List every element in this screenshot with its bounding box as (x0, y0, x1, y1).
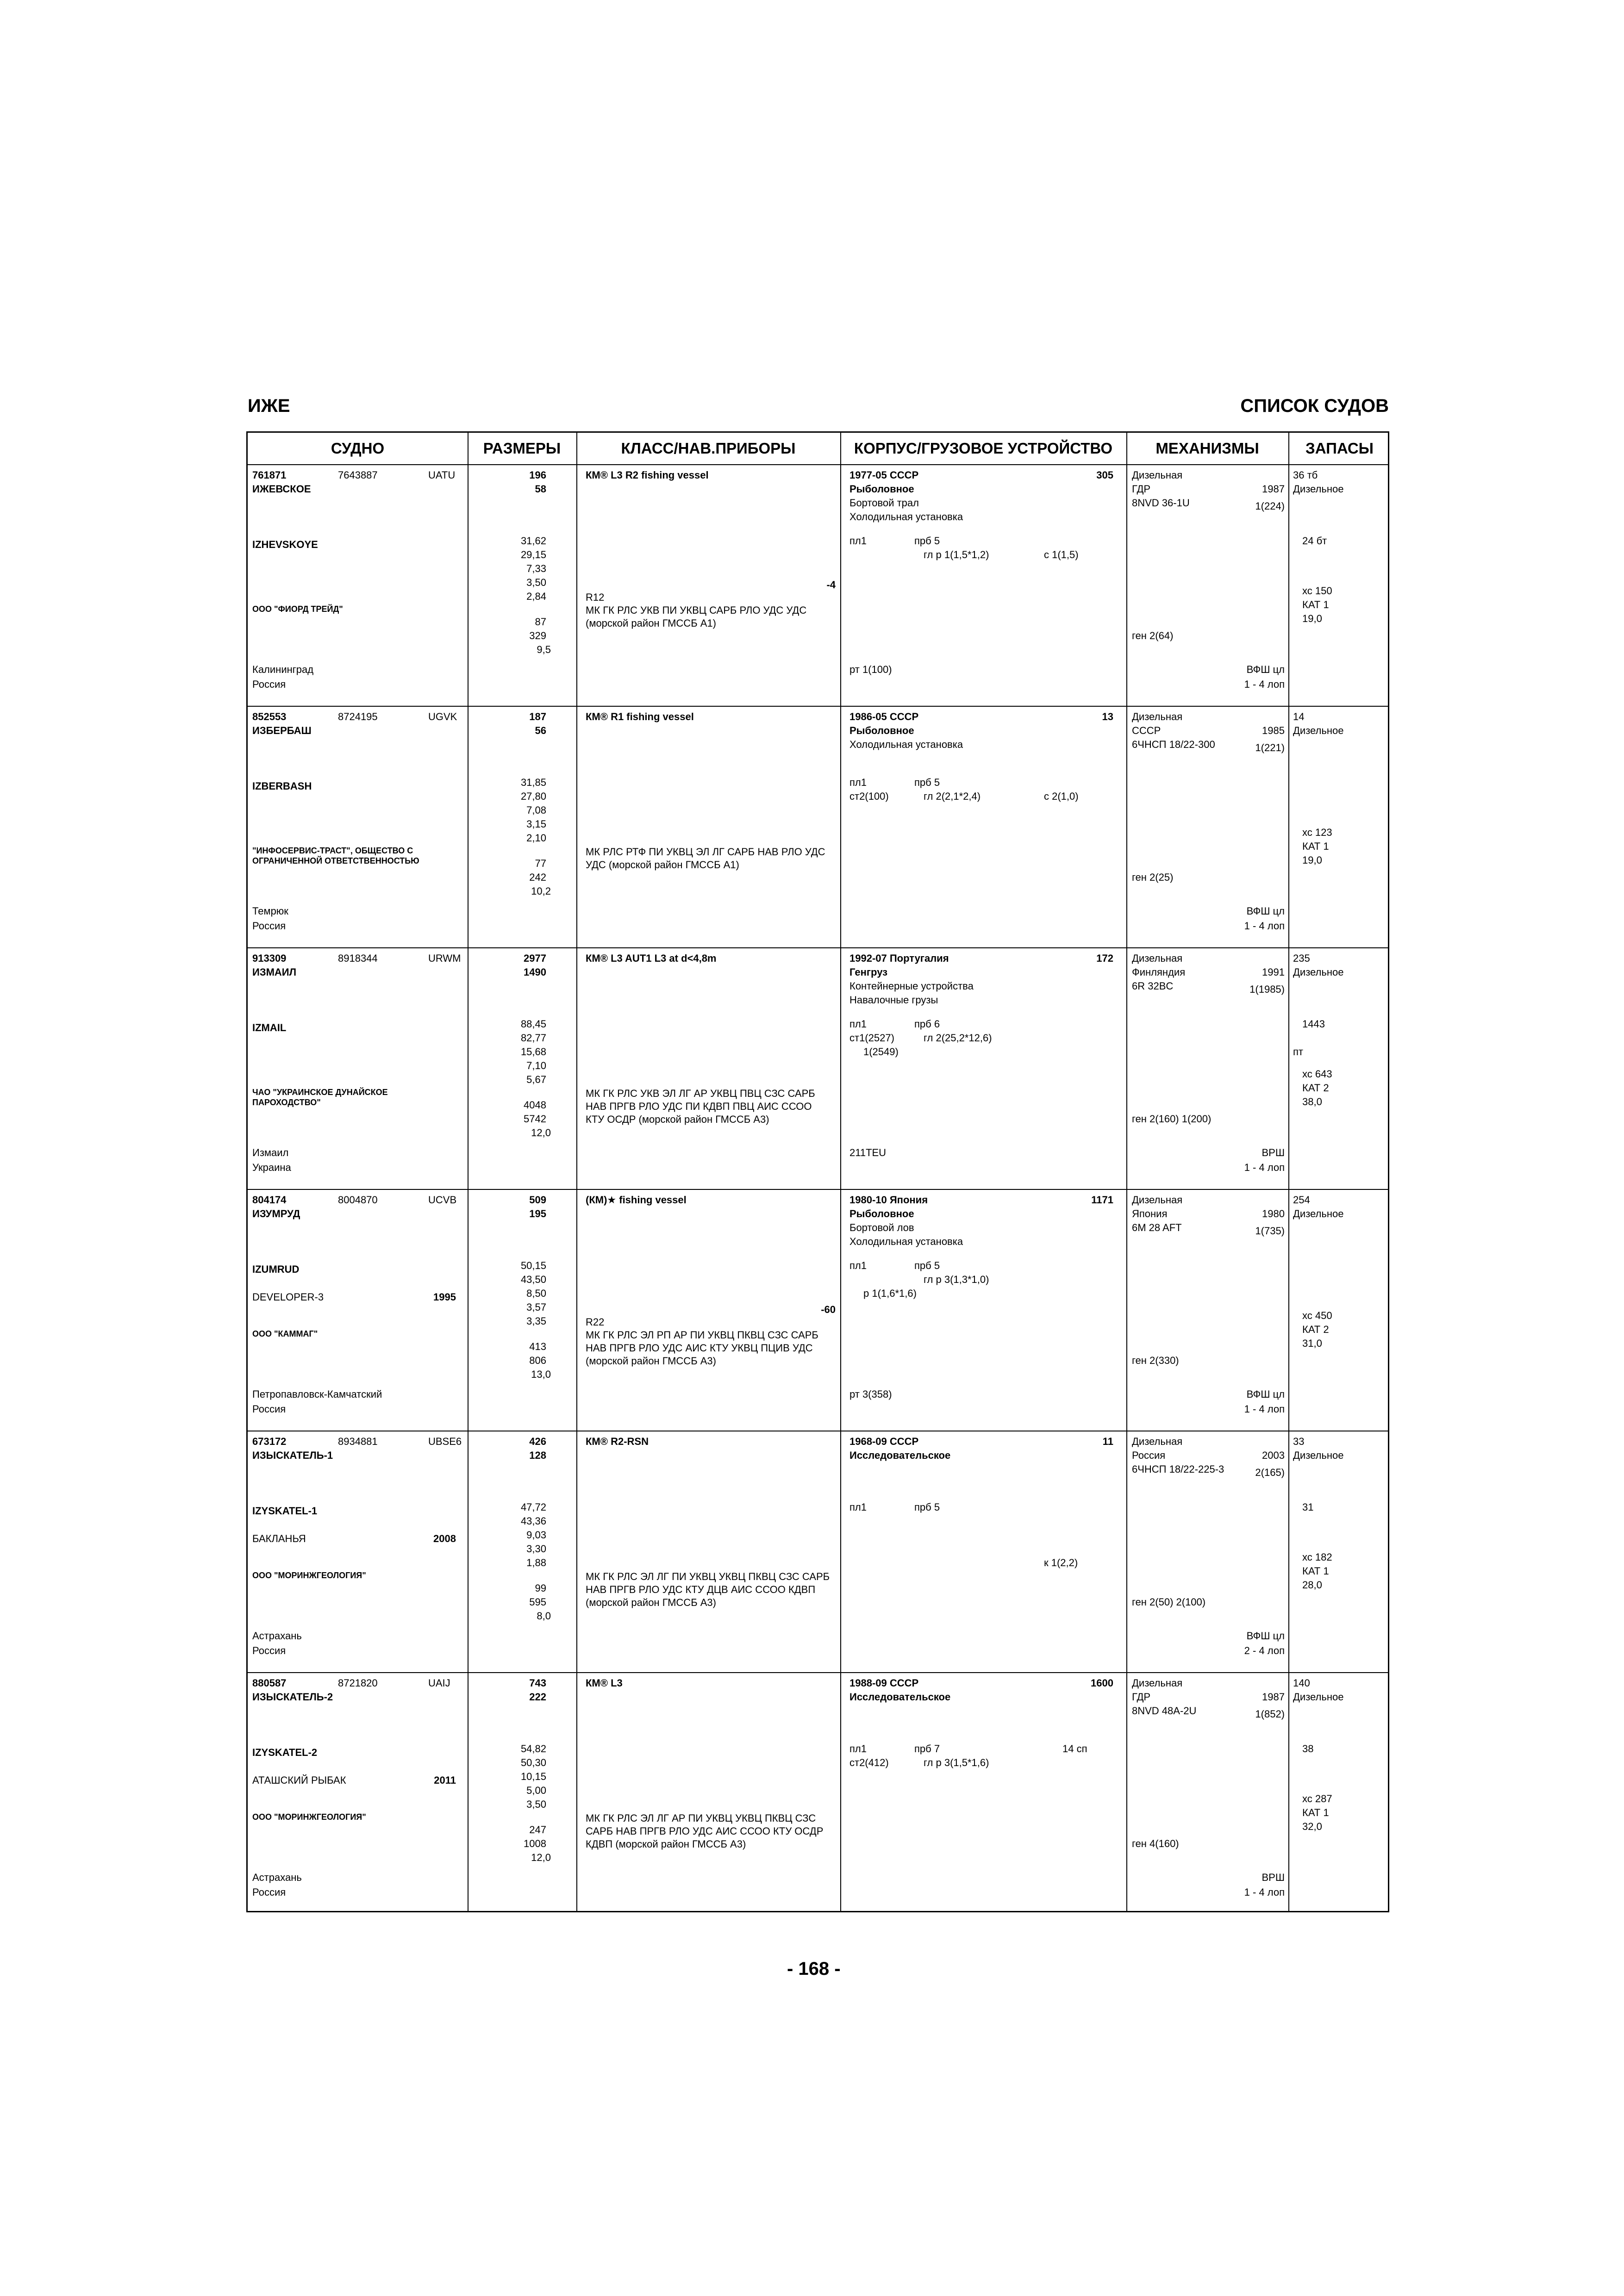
class-extra: -60 (821, 1304, 836, 1315)
build-info: 1986-05 СССР (849, 711, 919, 722)
generators: ген 2(64) (1132, 630, 1174, 641)
equipment-item: Бортовой трал (849, 497, 919, 509)
ship-name-latin: IZBERBASH (252, 780, 312, 792)
owner: ЧАО "УКРАИНСКОЕ ДУНАЙСКОЕ ПАРОХОДСТВО" (252, 1088, 388, 1107)
hull-bulkheads: прб 5 (914, 777, 940, 788)
call-sign: UATU (428, 469, 456, 481)
hull-decks: пл1 (849, 1018, 867, 1030)
engine-model: 8NVD 36-1U (1132, 497, 1190, 509)
call-sign: URWM (428, 952, 461, 964)
column-header-machinery: МЕХАНИЗМЫ (1156, 440, 1259, 457)
navigation-equipment: МК ГК РЛС ЭЛ РП АР ПИ УКВЦ ПКВЦ СЗС САРБ НАВ ПРГВ РЛО УДС АИС КТУ УКВЦ ПЦИВ УДС (морской район ГМССБ А3) (586, 1329, 818, 1367)
water-capacity: хс 150 (1302, 585, 1332, 597)
engine-country: ГДР (1132, 483, 1151, 495)
speed: 12,0 (531, 1852, 551, 1863)
owner: ООО "МОРИНЖГЕОЛОГИЯ" (252, 1571, 366, 1580)
fuel-capacity: 33 (1293, 1436, 1305, 1447)
net-tonnage: 1490 (524, 966, 546, 978)
net-tonnage: 56 (535, 725, 546, 736)
fuel-tertiary: пт (1293, 1046, 1303, 1058)
speed: 10,2 (531, 885, 551, 897)
endurance: 28,0 (1302, 1579, 1322, 1591)
draught: 2,84 (526, 591, 546, 602)
ship-record (248, 707, 1388, 948)
imo-number: 8724195 (338, 711, 378, 722)
engine-year: 1985 (1262, 725, 1285, 736)
hull-holds: ст2(412) (849, 1757, 889, 1768)
engine-model: 6ЧНСП 18/22-300 (1132, 739, 1215, 750)
navigation-equipment: МК ГК РЛС ЭЛ ЛГ ПИ УКВЦ УКВЦ ПКВЦ СЗС САРБ НАВ ПРГВ РЛО УДС КТУ ДЦВ АИС ССОО КДВП (морской район ГМССБ А3) (586, 1571, 830, 1608)
depth: 7,10 (526, 1060, 546, 1071)
imo-number: 8721820 (338, 1677, 378, 1689)
fuel-secondary: 31 (1302, 1501, 1314, 1513)
equipment-item: Холодильная установка (849, 739, 963, 750)
gross-tonnage: 743 (529, 1677, 546, 1689)
category: КАТ 1 (1302, 1807, 1329, 1818)
column-header-dimensions: РАЗМЕРЫ (483, 440, 561, 457)
endurance: 31,0 (1302, 1338, 1322, 1349)
ship-name: ИЗУМРУД (252, 1208, 300, 1220)
fuel-type: Дизельное (1293, 1691, 1344, 1703)
home-port: Астрахань (252, 1630, 302, 1642)
displacement: 806 (529, 1355, 546, 1366)
draught: 3,50 (526, 1798, 546, 1810)
endurance: 19,0 (1302, 854, 1322, 866)
deadweight: 413 (529, 1341, 546, 1352)
imo-number: 7643887 (338, 469, 378, 481)
engine-type: Дизельная (1132, 1677, 1183, 1689)
column-header-class: КЛАСС/НАВ.ПРИБОРЫ (621, 440, 796, 457)
home-port: Астрахань (252, 1872, 302, 1883)
ship-name-latin: IZMAIL (252, 1022, 287, 1033)
class-notation: (КМ)★ fishing vessel (586, 1194, 687, 1206)
fuel-secondary: 24 бт (1302, 535, 1327, 547)
engine-power: 1(1985) (1249, 983, 1285, 995)
hull-number: 172 (1096, 952, 1113, 964)
ship-record (248, 948, 1388, 1190)
engine-country: СССР (1132, 725, 1161, 736)
class-notation: КМ® L3 (586, 1677, 623, 1689)
former-name: DEVELOPER-3 (252, 1291, 324, 1303)
fuel-secondary: 38 (1302, 1743, 1314, 1755)
engine-model: 8NVD 48A-2U (1132, 1705, 1197, 1717)
navigation-equipment: МК ГК РЛС УКВ ПИ УКВЦ САРБ РЛО УДС УДС (морской район ГМССБ А1) (586, 604, 807, 629)
hull-decks: пл1 (849, 1501, 867, 1513)
ship-register-table (246, 431, 1389, 1912)
propeller: ВФШ цл (1246, 1630, 1285, 1642)
speed: 8,0 (537, 1610, 551, 1622)
generators: ген 2(330) (1132, 1355, 1179, 1366)
hull-number: 1600 (1091, 1677, 1113, 1689)
generators: ген 2(50) 2(100) (1132, 1596, 1206, 1608)
propeller-blades: 1 - 4 лоп (1244, 1403, 1285, 1415)
ship-name-latin: IZHEVSKOYE (252, 539, 318, 550)
gross-tonnage: 196 (529, 469, 546, 481)
vessel-type: Рыболовное (849, 483, 914, 495)
speed: 13,0 (531, 1369, 551, 1380)
former-name-year: 2011 (434, 1774, 456, 1786)
ice-class: R12 (586, 591, 605, 603)
length-pp: 29,15 (520, 549, 546, 560)
engine-power: 1(221) (1255, 742, 1285, 753)
hull-bottom-info: рт 1(100) (849, 664, 892, 675)
length-overall: 47,72 (520, 1501, 546, 1513)
equipment-item: Контейнерные устройства (849, 980, 974, 992)
hull-holds: ст1(2527) (849, 1032, 894, 1044)
flag: Россия (252, 1403, 286, 1415)
ship-record (248, 1190, 1388, 1431)
propeller: ВРШ (1262, 1872, 1285, 1883)
fuel-capacity: 235 (1293, 952, 1310, 964)
engine-type: Дизельная (1132, 469, 1183, 481)
imo-number: 8004870 (338, 1194, 378, 1206)
hull-bulkheads: прб 7 (914, 1743, 940, 1755)
fuel-type: Дизельное (1293, 725, 1344, 736)
former-name-year: 1995 (433, 1291, 456, 1303)
engine-country: Финляндия (1132, 966, 1186, 978)
hull-bulkheads: прб 6 (914, 1018, 940, 1030)
registry-number: 673172 (252, 1436, 287, 1447)
fuel-capacity: 36 тб (1293, 469, 1318, 481)
generators: ген 4(160) (1132, 1838, 1179, 1849)
fuel-capacity: 14 (1293, 711, 1305, 722)
fuel-type: Дизельное (1293, 966, 1344, 978)
ice-class: R22 (586, 1316, 605, 1328)
category: КАТ 2 (1302, 1082, 1329, 1094)
page-header-right: СПИСОК СУДОВ (1240, 396, 1389, 416)
flag: Россия (252, 920, 286, 932)
displacement: 5742 (524, 1113, 546, 1125)
hull-decks: пл1 (849, 535, 867, 547)
engine-year: 1987 (1262, 483, 1285, 495)
propeller-blades: 2 - 4 лоп (1244, 1645, 1285, 1656)
class-notation: КМ® L3 AUT1 L3 at d<4,8m (586, 952, 717, 964)
deadweight: 77 (535, 858, 546, 869)
displacement: 329 (529, 630, 546, 641)
depth: 3,30 (526, 1543, 546, 1555)
depth: 3,50 (526, 577, 546, 588)
propeller: ВФШ цл (1246, 664, 1285, 675)
build-info: 1977-05 СССР (849, 469, 919, 481)
displacement: 1008 (524, 1838, 546, 1849)
column-header-hull: КОРПУС/ГРУЗОВОЕ УСТРОЙСТВО (854, 440, 1113, 457)
engine-model: 6ЧНСП 18/22-225-3 (1132, 1463, 1224, 1475)
hull-holds: ст2(100) (849, 790, 889, 802)
ship-name: ИЗБЕРБАШ (252, 725, 312, 736)
deadweight: 4048 (524, 1099, 546, 1111)
ship-name: ИЗМАИЛ (252, 966, 297, 978)
hull-extra: к 1(2,2) (1044, 1557, 1078, 1568)
build-info: 1992-07 Португалия (849, 952, 949, 964)
depth: 5,00 (526, 1785, 546, 1796)
hull-hatches: гл р 3(1,3*1,0) (924, 1274, 989, 1285)
vessel-type: Исследовательское (849, 1450, 951, 1461)
flag: Украина (252, 1162, 291, 1173)
displacement: 595 (529, 1596, 546, 1608)
hull-decks: пл1 (849, 1260, 867, 1271)
deadweight: 99 (535, 1582, 546, 1594)
hull-bulkheads: прб 5 (914, 1501, 940, 1513)
propeller-blades: 1 - 4 лоп (1244, 678, 1285, 690)
engine-type: Дизельная (1132, 1436, 1183, 1447)
depth: 3,57 (526, 1301, 546, 1313)
hull-bottom-info: рт 3(358) (849, 1388, 892, 1400)
propeller-blades: 1 - 4 лоп (1244, 1886, 1285, 1898)
hull-bulkheads: прб 5 (914, 1260, 940, 1271)
length-overall: 31,85 (520, 777, 546, 788)
hull-extra-line: р 1(1,6*1,6) (863, 1288, 917, 1299)
breadth: 7,33 (526, 563, 546, 574)
category: КАТ 1 (1302, 840, 1329, 852)
vessel-type: Рыболовное (849, 725, 914, 736)
breadth: 7,08 (526, 804, 546, 816)
build-info: 1988-09 СССР (849, 1677, 919, 1689)
navigation-equipment: МК ГК РЛС УКВ ЭЛ ЛГ АР УКВЦ ПВЦ СЗС САРБ НАВ ПРГВ РЛО УДС ПИ КДВП ПВЦ АИС ССОО КТУ ОСДР (морской район ГМССБ А3) (586, 1088, 815, 1125)
registry-number: 852553 (252, 711, 287, 722)
home-port: Темрюк (252, 905, 288, 917)
water-capacity: хс 182 (1302, 1551, 1332, 1563)
ship-name: ИЖЕВСКОЕ (252, 483, 311, 495)
registry-number: 761871 (252, 469, 287, 481)
ship-record (248, 1673, 1388, 1915)
engine-country: Россия (1132, 1450, 1166, 1461)
registry-number: 880587 (252, 1677, 287, 1689)
length-overall: 50,15 (520, 1260, 546, 1271)
hull-number: 1171 (1091, 1194, 1113, 1206)
home-port: Калининград (252, 664, 314, 675)
length-overall: 54,82 (520, 1743, 546, 1755)
equipment-item: Бортовой лов (849, 1222, 914, 1233)
length-pp: 43,36 (520, 1515, 546, 1527)
vessel-type: Рыболовное (849, 1208, 914, 1220)
fuel-type: Дизельное (1293, 483, 1344, 495)
equipment-item: Холодильная установка (849, 1236, 963, 1247)
fuel-type: Дизельное (1293, 1450, 1344, 1461)
registry-number: 804174 (252, 1194, 287, 1206)
engine-year: 2003 (1262, 1450, 1285, 1461)
page-header-left: ИЖЕ (248, 396, 290, 416)
propeller: ВФШ цл (1246, 1388, 1285, 1400)
length-overall: 31,62 (520, 535, 546, 547)
engine-power: 1(735) (1255, 1225, 1285, 1237)
engine-year: 1980 (1262, 1208, 1285, 1220)
hull-hatches: гл р 1(1,5*1,2) (924, 549, 989, 560)
engine-power: 2(165) (1255, 1467, 1285, 1478)
engine-year: 1991 (1262, 966, 1285, 978)
category: КАТ 2 (1302, 1324, 1329, 1335)
hull-cranes: с 1(1,5) (1044, 549, 1079, 560)
hull-bottom-info: 211TEU (849, 1147, 887, 1158)
call-sign: UGVK (428, 711, 457, 722)
hull-hatches: гл 2(25,2*12,6) (924, 1032, 992, 1044)
length-pp: 50,30 (520, 1757, 546, 1768)
generators: ген 2(160) 1(200) (1132, 1113, 1212, 1125)
breadth: 15,68 (520, 1046, 546, 1058)
engine-power: 1(852) (1255, 1708, 1285, 1720)
class-extra: -4 (826, 579, 836, 591)
engine-country: Япония (1132, 1208, 1168, 1220)
breadth: 10,15 (520, 1771, 546, 1782)
build-info: 1968-09 СССР (849, 1436, 919, 1447)
call-sign: UCVB (428, 1194, 457, 1206)
draught: 5,67 (526, 1074, 546, 1085)
class-notation: КМ® R2-RSN (586, 1436, 649, 1447)
net-tonnage: 222 (529, 1691, 546, 1703)
flag: Россия (252, 678, 286, 690)
ship-name: ИЗЫСКАТЕЛЬ-2 (252, 1691, 333, 1703)
build-info: 1980-10 Япония (849, 1194, 928, 1206)
registry-number: 913309 (252, 952, 287, 964)
length-overall: 88,45 (520, 1018, 546, 1030)
former-name-year: 2008 (433, 1533, 456, 1544)
endurance: 19,0 (1302, 613, 1322, 624)
breadth: 9,03 (526, 1529, 546, 1541)
engine-model: 6R 32BC (1132, 980, 1174, 992)
call-sign: UBSE6 (428, 1436, 462, 1447)
fuel-secondary: 1443 (1302, 1018, 1325, 1030)
page-number: - 168 - (787, 1959, 841, 1979)
gross-tonnage: 509 (529, 1194, 546, 1206)
equipment-item: Навалочные грузы (849, 994, 938, 1006)
propeller-blades: 1 - 4 лоп (1244, 920, 1285, 932)
imo-number: 8934881 (338, 1436, 378, 1447)
speed: 12,0 (531, 1127, 551, 1139)
navigation-equipment: МК РЛС РТФ ПИ УКВЦ ЭЛ ЛГ САРБ НАВ РЛО УДС УДС (морской район ГМССБ А1) (586, 846, 825, 871)
hull-hatches: гл 2(2,1*2,4) (924, 790, 981, 802)
propeller: ВРШ (1262, 1147, 1285, 1158)
vessel-type: Исследовательское (849, 1691, 951, 1703)
column-header-ship: СУДНО (331, 440, 385, 457)
flag: Россия (252, 1645, 286, 1656)
owner: ООО "ФИОРД ТРЕЙД" (252, 604, 343, 614)
length-pp: 27,80 (520, 790, 546, 802)
engine-type: Дизельная (1132, 711, 1183, 722)
hull-number: 305 (1096, 469, 1113, 481)
hull-bulkheads: прб 5 (914, 535, 940, 547)
engine-model: 6M 28 AFT (1132, 1222, 1182, 1233)
length-pp: 82,77 (520, 1032, 546, 1044)
hull-cranes: с 2(1,0) (1044, 790, 1079, 802)
fuel-capacity: 140 (1293, 1677, 1310, 1689)
column-header-stores: ЗАПАСЫ (1305, 440, 1374, 457)
equipment-item: Холодильная установка (849, 511, 963, 523)
water-capacity: хс 287 (1302, 1793, 1332, 1804)
flag: Россия (252, 1886, 286, 1898)
breadth: 8,50 (526, 1288, 546, 1299)
owner: "ИНФОСЕРВИС-ТРАСТ", ОБЩЕСТВО С ОГРАНИЧЕННОЙ ОТВЕТСТВЕННОСТЬЮ (252, 846, 419, 865)
endurance: 32,0 (1302, 1821, 1322, 1832)
engine-type: Дизельная (1132, 1194, 1183, 1206)
fuel-capacity: 254 (1293, 1194, 1310, 1206)
propeller: ВФШ цл (1246, 905, 1285, 917)
speed: 9,5 (537, 644, 551, 655)
water-capacity: хс 123 (1302, 827, 1332, 838)
ship-name-latin: IZYSKATEL-1 (252, 1505, 318, 1517)
length-pp: 43,50 (520, 1274, 546, 1285)
ship-record (248, 1431, 1388, 1673)
engine-year: 1987 (1262, 1691, 1285, 1703)
category: КАТ 1 (1302, 1565, 1329, 1577)
ship-name-latin: IZUMRUD (252, 1263, 300, 1275)
owner: ООО "МОРИНЖГЕОЛОГИЯ" (252, 1812, 366, 1822)
gross-tonnage: 426 (529, 1436, 546, 1447)
hull-frames: 14 сп (1062, 1743, 1087, 1755)
vessel-type: Генгруз (849, 966, 888, 978)
draught: 3,35 (526, 1315, 546, 1327)
engine-country: ГДР (1132, 1691, 1151, 1703)
owner: ООО "КАММАГ" (252, 1329, 318, 1338)
water-capacity: хс 643 (1302, 1068, 1332, 1080)
former-name: БАКЛАНЬЯ (252, 1533, 306, 1544)
home-port: Измаил (252, 1147, 289, 1158)
deadweight: 247 (529, 1824, 546, 1836)
fuel-type: Дизельное (1293, 1208, 1344, 1220)
class-notation: КМ® L3 R2 fishing vessel (586, 469, 709, 481)
former-name: АТАШСКИЙ РЫБАК (252, 1774, 346, 1786)
ship-record (248, 465, 1388, 707)
ship-name-latin: IZYSKATEL-2 (252, 1747, 318, 1758)
generators: ген 2(25) (1132, 871, 1174, 883)
navigation-equipment: МК ГК РЛС ЭЛ ЛГ АР ПИ УКВЦ УКВЦ ПКВЦ СЗС САРБ НАВ ПРГВ РЛО УДС АИС ССОО КТУ ОСДР КДВП (морской район ГМССБ А3) (586, 1812, 824, 1850)
net-tonnage: 128 (529, 1450, 546, 1461)
draught: 2,10 (526, 832, 546, 844)
gross-tonnage: 187 (529, 711, 546, 722)
propeller-blades: 1 - 4 лоп (1244, 1162, 1285, 1173)
depth: 3,15 (526, 818, 546, 830)
net-tonnage: 195 (529, 1208, 546, 1220)
hull-number: 13 (1102, 711, 1113, 722)
imo-number: 8918344 (338, 952, 378, 964)
ship-name: ИЗЫСКАТЕЛЬ-1 (252, 1450, 333, 1461)
hull-number: 11 (1102, 1436, 1113, 1447)
endurance: 38,0 (1302, 1096, 1322, 1108)
draught: 1,88 (526, 1557, 546, 1568)
engine-type: Дизельная (1132, 952, 1183, 964)
call-sign: UAIJ (428, 1677, 450, 1689)
home-port: Петропавловск-Камчатский (252, 1388, 382, 1400)
net-tonnage: 58 (535, 483, 546, 495)
hull-extra-line: 1(2549) (863, 1046, 899, 1058)
deadweight: 87 (535, 616, 546, 628)
displacement: 242 (529, 871, 546, 883)
hull-hatches: гл р 3(1,5*1,6) (924, 1757, 989, 1768)
class-notation: КМ® R1 fishing vessel (586, 711, 694, 722)
engine-power: 1(224) (1255, 500, 1285, 512)
category: КАТ 1 (1302, 599, 1329, 610)
hull-decks: пл1 (849, 1743, 867, 1755)
hull-decks: пл1 (849, 777, 867, 788)
water-capacity: хс 450 (1302, 1310, 1332, 1321)
gross-tonnage: 2977 (524, 952, 546, 964)
